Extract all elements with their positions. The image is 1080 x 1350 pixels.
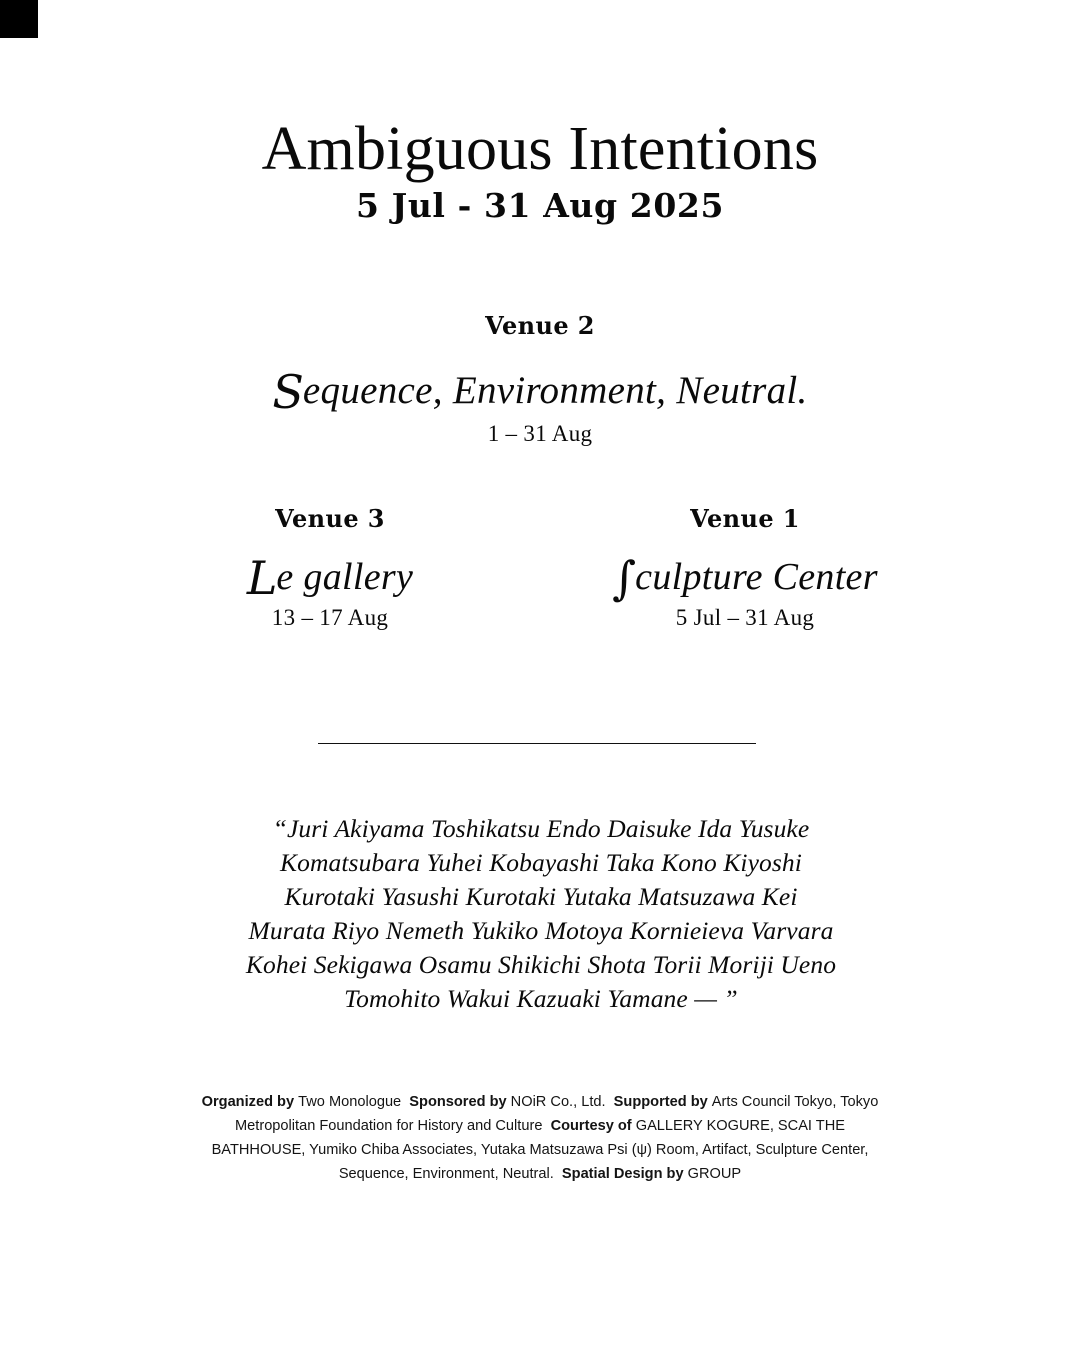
credit-label-sponsored: Sponsored by	[409, 1094, 507, 1110]
venue-label-3: Venue 3	[275, 504, 385, 533]
credit-label-supported: Supported by	[613, 1094, 708, 1110]
artist-list: “Juri Akiyama Toshikatsu Endo Daisuke Ida Yusuke Komatsubara Yuhei Kobayashi Taka Kono Kiyoshi Kurotaki Yasushi Kurotaki Yutaka Matsuzawa Kei Murata Riyo Nemeth Yukiko Motoya Kornieieva Varvara Kohei Sekigawa Osamu Shikichi Shota Torii Moriji Ueno Tomohito Wakui Kazuaki Yamane — ”	[245, 814, 837, 1013]
venue-name-rest-3: e gallery	[276, 556, 414, 599]
section-divider	[318, 743, 756, 744]
credit-value-spatial: GROUP	[687, 1166, 742, 1182]
venue-name-rest-1: culpture Center	[635, 556, 878, 599]
page-title: Ambiguous Intentions	[261, 115, 819, 183]
credit-value-supported: Arts Council Tokyo, Tokyo Metropolitan Foundation for History and Culture	[235, 1094, 879, 1134]
venue-name-rest-2: equence, Environment, Neutral.	[302, 369, 808, 413]
venue-dates-3: 13 – 17 Aug	[271, 605, 389, 631]
venue-block-2	[0, 313, 1080, 448]
venue-name-2	[0, 365, 1080, 420]
venue-dates-2: 1 – 31 Aug	[487, 421, 593, 447]
credit-label-courtesy: Courtesy of	[550, 1118, 632, 1134]
exhibition-dates: 5 Jul - 31 Aug 2025	[355, 186, 725, 225]
credits-block	[190, 1090, 890, 1186]
venue-name-3	[150, 551, 510, 606]
venue-block-1	[565, 506, 925, 632]
venue-swash-initial-3: L	[246, 551, 277, 606]
credit-value-sponsored: NOiR Co., Ltd.	[510, 1094, 606, 1110]
corner-mark	[0, 0, 38, 38]
title-block	[0, 115, 1080, 225]
venue-label-1: Venue 1	[690, 504, 800, 533]
venue-block-3	[150, 506, 510, 632]
credit-label-organized: Organized by	[201, 1094, 295, 1110]
venue-swash-initial-2: S	[272, 365, 303, 420]
venue-label-2: Venue 2	[485, 311, 595, 340]
venue-dates-1: 5 Jul – 31 Aug	[675, 605, 815, 631]
credit-label-spatial: Spatial Design by	[561, 1166, 684, 1182]
venue-swash-initial-1: ∫	[612, 551, 636, 606]
credit-value-organized: Two Monologue	[298, 1094, 402, 1110]
venue-name-1	[565, 551, 925, 606]
credit-value-courtesy: GALLERY KOGURE, SCAI THE BATHHOUSE, Yumiko Chiba Associates, Yutaka Matsuzawa Psi (ψ) Room, Artifact, Sculpture Center, Sequence, Environment, Neutral.	[211, 1118, 869, 1182]
